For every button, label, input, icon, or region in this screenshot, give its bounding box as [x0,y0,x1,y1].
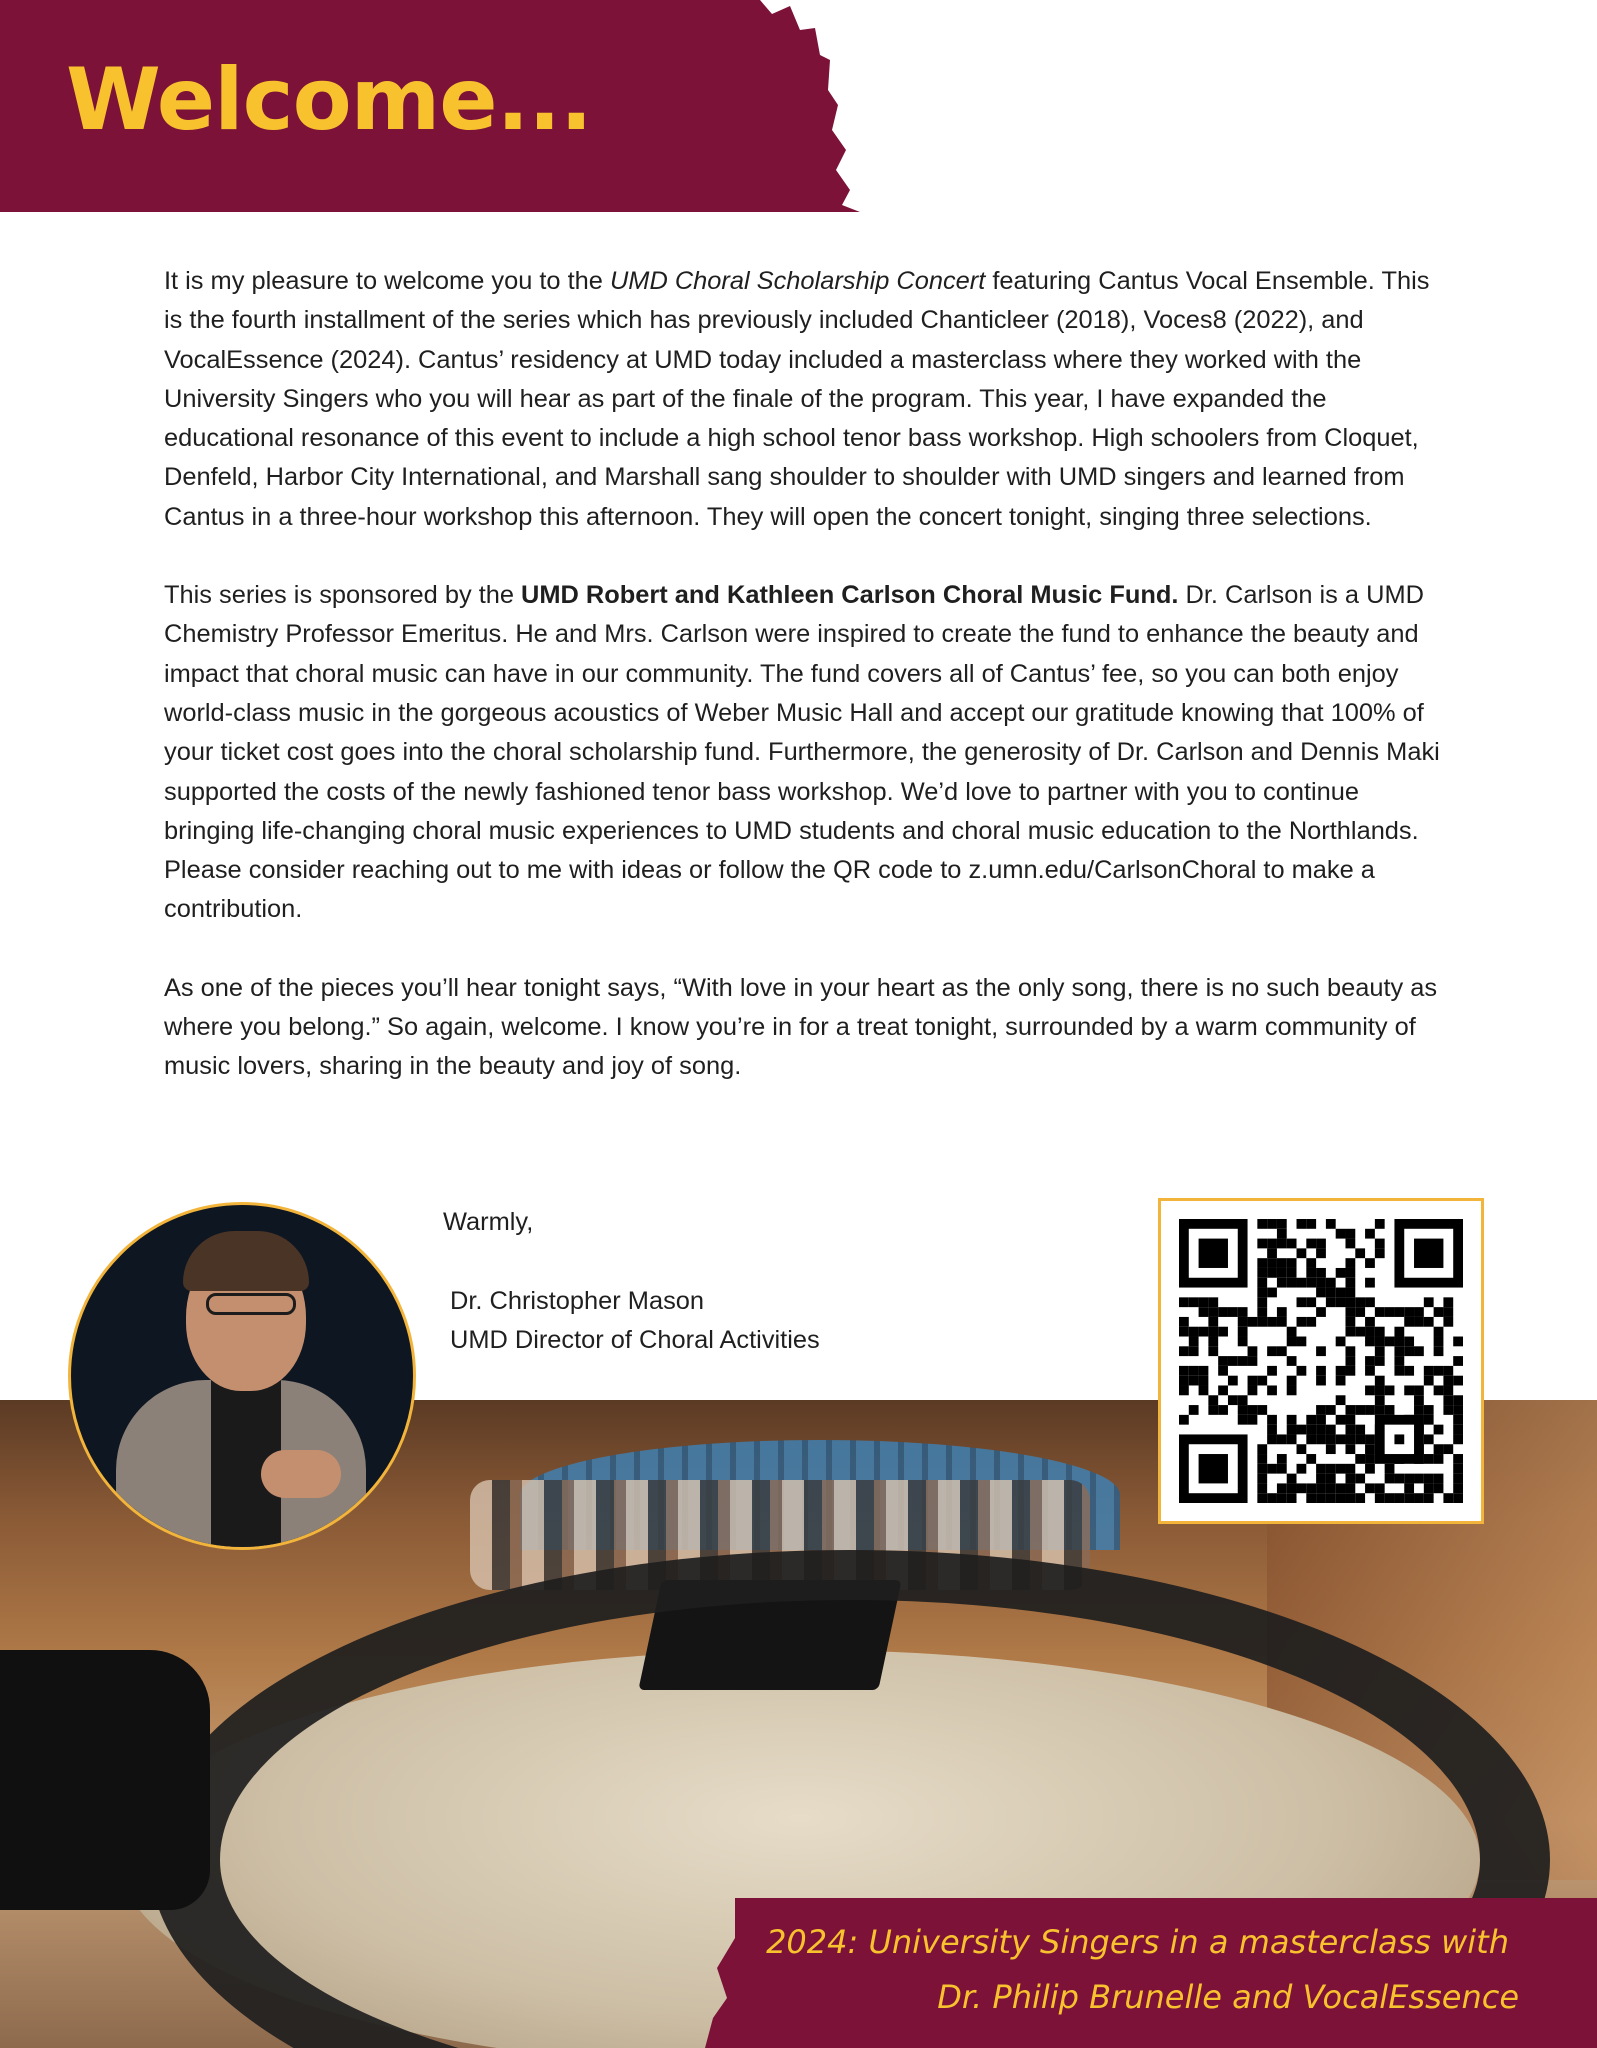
closing-salutation: Warmly, [443,1208,534,1236]
portrait-hand [261,1450,341,1498]
signature-title: UMD Director of Choral Activities [450,1326,820,1354]
p1-text-a: It is my pleasure to welcome you to the [164,267,610,295]
welcome-letter [164,262,1449,1126]
letter-paragraph-1 [164,262,1449,537]
letter-paragraph-2 [164,576,1449,930]
photo-caption-line-1: 2024: University Singers in a masterclass with [766,1923,1509,1961]
signature-name: Dr. Christopher Mason [450,1287,705,1315]
page-title: Welcome... [66,50,592,150]
p1-text-b: featuring Cantus Vocal Ensemble. This is the fourth installment of the series which has previously included Chanticleer (2018), Voces8 (2022), and VocalEssence (2024). Cantus’ residency at UMD today included a masterclass where they worked with the University Singers who you will hear as part of the finale of the program. This year, I have expanded the educational resonance of this event to include a high school tenor bass workshop. High schoolers from Cloquet, Denfeld, Harbor City International, and Marshall sang shoulder to shoulder with UMD singers and learned from Cantus in a three-hour workshop this afternoon. They will open the concert tonight, singing three selections. [164,267,1430,531]
photo-caption-line-2: Dr. Philip Brunelle and VocalEssence [937,1978,1519,2016]
qr-code-icon[interactable] [1179,1219,1463,1503]
letter-paragraph-3: As one of the pieces you’ll hear tonight says, “With love in your heart as the only song, there is no such beauty as where you belong.” So again, welcome. I know you’re in for a treat tonight, surrounded by a warm community of music lovers, sharing in the beauty and joy of song. [164,973,1438,1081]
portrait-glasses [206,1293,296,1315]
p2-text-a: This series is sponsored by the [164,581,522,610]
fund-name: UMD Robert and Kathleen Carlson Choral Music Fund. [521,581,1179,610]
portrait-hair [183,1231,309,1291]
p2-text-b: Dr. Carlson is a UMD Chemistry Professor Emeritus. He and Mrs. Carlson were inspired to create the fund to enhance the beauty and impact that choral music can have in our community. The fund covers all of Cantus’ fee, so you can both enjoy world-class music in the gorgeous acoustics of Weber Music Hall and accept our gratitude knowing that 100% of your ticket cost goes into the choral scholarship fund. Furthermore, the generosity of Dr. Carlson and Dennis Maki supported the costs of the newly fashioned tenor bass workshop. We’d love to partner with you to continue bringing life-changing choral music experiences to UMD students and choral music education to the Northlands. Please consider reaching out to me with ideas or follow the QR code to z.umn.edu/CarlsonChoral to make a contribution. [164,581,1440,924]
video-camera [0,1650,210,1910]
director-portrait [68,1202,416,1550]
concert-name: UMD Choral Scholarship Concert [609,267,986,295]
qr-code-frame[interactable] [1158,1198,1484,1524]
caption-banner [705,1898,1597,2048]
